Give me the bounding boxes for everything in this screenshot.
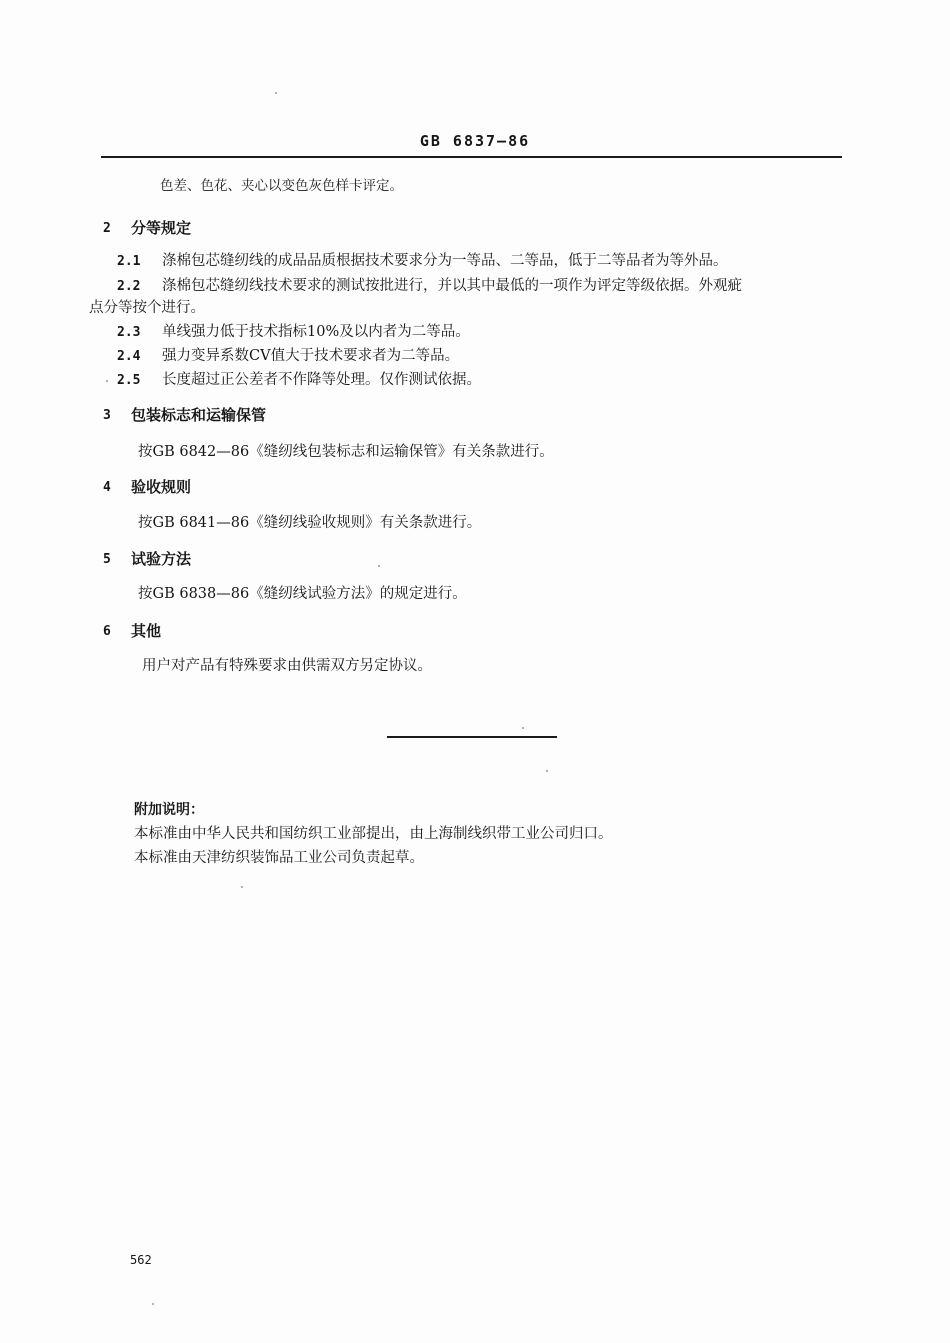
clause-text: 单线强力低于技术指标10%及以内者为二等品。 bbox=[162, 324, 470, 340]
clause-number: 2.1 bbox=[117, 254, 141, 269]
section-title: 包装标志和运输保管 bbox=[131, 406, 267, 424]
clause-text: 长度超过正公差者不作降等处理。仅作测试依据。 bbox=[162, 372, 481, 388]
scan-speck bbox=[275, 92, 277, 94]
clause-number: 2.3 bbox=[117, 325, 141, 340]
scan-speck bbox=[546, 770, 548, 772]
section-number: 5 bbox=[103, 552, 111, 567]
scan-speck bbox=[378, 565, 380, 567]
scan-speck bbox=[106, 380, 108, 382]
end-of-text-rule bbox=[387, 736, 557, 738]
additional-note-line: 本标准由天津纺织装饰品工业公司负责起草。 bbox=[134, 850, 424, 866]
section-body: 用户对产品有特殊要求由供需双方另定协议。 bbox=[142, 658, 432, 674]
section-title: 分等规定 bbox=[131, 219, 192, 237]
page-number: 562 bbox=[130, 1253, 152, 1267]
section-number: 3 bbox=[103, 408, 111, 423]
clause-text: 强力变异系数CV值大于技术要求者为二等品。 bbox=[162, 348, 460, 364]
section-number: 2 bbox=[103, 221, 111, 236]
section-title: 验收规则 bbox=[131, 478, 192, 496]
clause-text: 涤棉包芯缝纫线的成品品质根据技术要求分为一等品、二等品，低于二等品者为等外品。 bbox=[162, 253, 728, 269]
section-number: 4 bbox=[103, 480, 111, 495]
section-title: 其他 bbox=[131, 622, 162, 640]
additional-note-line: 本标准由中华人民共和国纺织工业部提出，由上海制线织带工业公司归口。 bbox=[134, 826, 613, 842]
scan-speck bbox=[522, 727, 524, 729]
scan-speck bbox=[152, 1303, 154, 1305]
section-body: 按GB 6838—86《缝纫线试验方法》的规定进行。 bbox=[138, 586, 467, 602]
section-body: 按GB 6841—86《缝纫线验收规则》有关条款进行。 bbox=[138, 515, 482, 531]
page-header-standard-code: GB 6837—86 bbox=[419, 132, 531, 150]
clause-number: 2.4 bbox=[117, 349, 141, 364]
clause-number: 2.2 bbox=[117, 279, 141, 294]
clause-number: 2.5 bbox=[117, 373, 141, 388]
section-title: 试验方法 bbox=[131, 550, 192, 568]
header-divider bbox=[101, 156, 842, 158]
section-body: 按GB 6842—86《缝纫线包装标志和运输保管》有关条款进行。 bbox=[138, 444, 554, 460]
section-number: 6 bbox=[103, 624, 111, 639]
intro-line: 色差、色花、夹心以变色灰色样卡评定。 bbox=[160, 178, 403, 194]
scan-speck bbox=[241, 886, 243, 888]
clause-text-continuation: 点分等按个进行。 bbox=[89, 300, 205, 316]
clause-text: 涤棉包芯缝纫线技术要求的测试按批进行，并以其中最低的一项作为评定等级依据。外观疵 bbox=[162, 278, 742, 294]
additional-notes-title: 附加说明： bbox=[134, 802, 204, 818]
